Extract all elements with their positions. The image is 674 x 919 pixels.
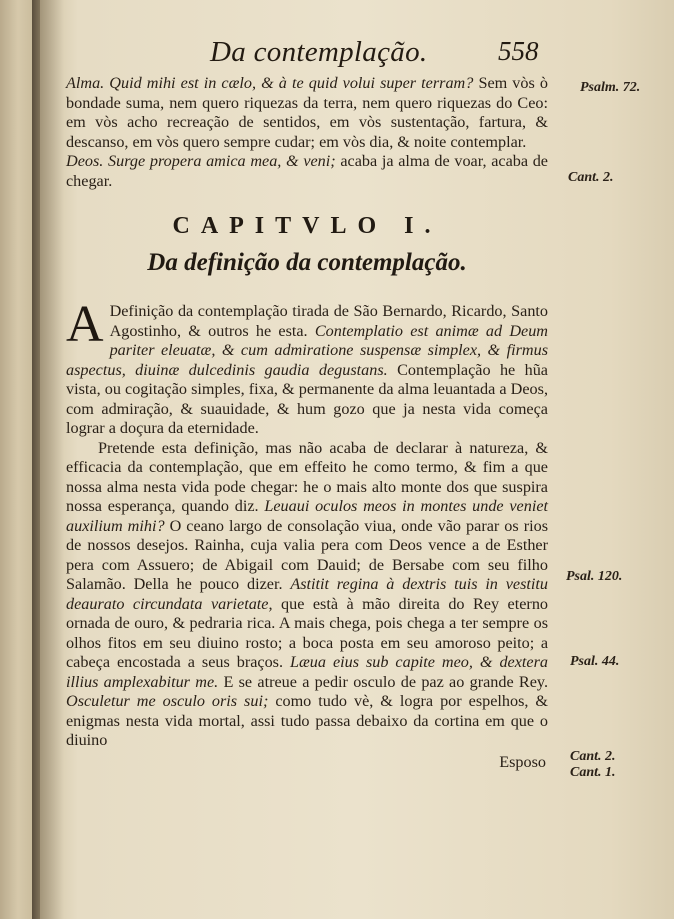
catchword: Esposo (499, 752, 546, 771)
latin-quote: Læua eius sub capite meo, & dextera illius amplexabitur me. (66, 653, 548, 691)
margin-note-psalm-120: Psal. 120. (566, 569, 623, 584)
latin-quote: Leuaui oculos meos in montes unde veniet auxilium mihi? (66, 497, 549, 535)
marginal-notes (554, 0, 674, 919)
main-text (66, 74, 548, 772)
paragraph-2 (66, 152, 548, 191)
text-run: Definição da contemplação tirada de São Bernardo, Ricardo, Santo Agostinho, & outros he esta. (109, 302, 548, 340)
paragraph-1 (66, 74, 548, 152)
margin-note-cant-1: Cant. 1. (570, 765, 616, 780)
paragraph-3 (66, 296, 548, 439)
section-title: Da definição da contemplação. (147, 248, 467, 276)
margin-note-cant-2: Cant. 2. (568, 170, 614, 185)
text-run: Contemplação he hũa vista, ou cogitação simples, fixa, & permanente da alma leuantada a Deos, com admiração, & suauidade, & hum gozo que ja nesta vida começa lograr a doçura da eternidade. (66, 360, 548, 437)
latin-quote: Contemplatio est animæ ad Deum pariter eleuatæ, & cum admiratione suspensæ simplex, & firmus aspectus, diuinæ dulcedinis gaudia degustans. (66, 321, 548, 379)
margin-note-psalm-44: Psal. 44. (570, 654, 620, 669)
text-run: Sem vòs ò bondade suma, nem quero riquezas da terra, nem quero riquezas do Ceo: em vòs acho recreação de sentidos, em vòs sustentação, fartura, & descanso, em vòs quero sempre cudar; em vòs dia, & noite contemplar. (66, 74, 548, 151)
text-run: O ceano largo de consolação viua, onde vão parar os rios de nossos desejos. Rainha, cuja valia pera com Deos vence a de Esther pera com Assuero; de Abigail com Dauid; de Bersabe com seu filho Salamão. Della he pouco dizer. (66, 516, 548, 593)
page-fold-shadow (40, 0, 64, 919)
latin-quote: Alma. Quid mihi est in cælo, & à te quid volui super terram? (66, 74, 474, 92)
latin-quote: Deos. Surge propera amica mea, & veni; (66, 152, 336, 170)
latin-quote: Osculetur me osculo oris sui; (66, 692, 269, 710)
margin-note-psalm-72: Psalm. 72. (580, 80, 641, 95)
book-page (40, 0, 674, 919)
paragraph-4 (66, 439, 548, 751)
text-run: acaba ja alma de voar, acaba de chegar. (66, 152, 548, 190)
running-head: Da contemplação. (210, 36, 428, 68)
latin-quote: Astitit regina à dextris tuis in vestitu deaurato circundata varietate, (66, 575, 548, 613)
drop-cap: A (66, 296, 104, 353)
text-run: E se atreue a pedir osculo de paz ao grande Rey. (218, 672, 549, 691)
text-run: como tudo vè, & logra por espelhos, & enigmas nesta vida mortal, assi tudo passa debaixo da cortina em que o diuino (66, 692, 548, 749)
margin-note-cant-2-second: Cant. 2. (570, 749, 616, 764)
chapter-title: CAPITVLO I. (172, 213, 442, 239)
text-run: Pretende esta definição, mas não acaba de declarar à natureza, & efficacia da contemplação, que em effeito he como termo, & fim a que nossa alma nesta vida pode chegar: he o mais alto monte dos que suspira nossa esperança, quando diz. (66, 438, 548, 515)
page-number: 558 (498, 36, 539, 66)
text-run: que està à mão direita do Rey eterno ornada de ouro, & pedraria rica. A mais chega, pois chega a ter sempre os olhos fitos em seu diuino rosto; a boca posta em seu amoroso peito; a cabeça encostada a seus braços. (66, 594, 549, 671)
